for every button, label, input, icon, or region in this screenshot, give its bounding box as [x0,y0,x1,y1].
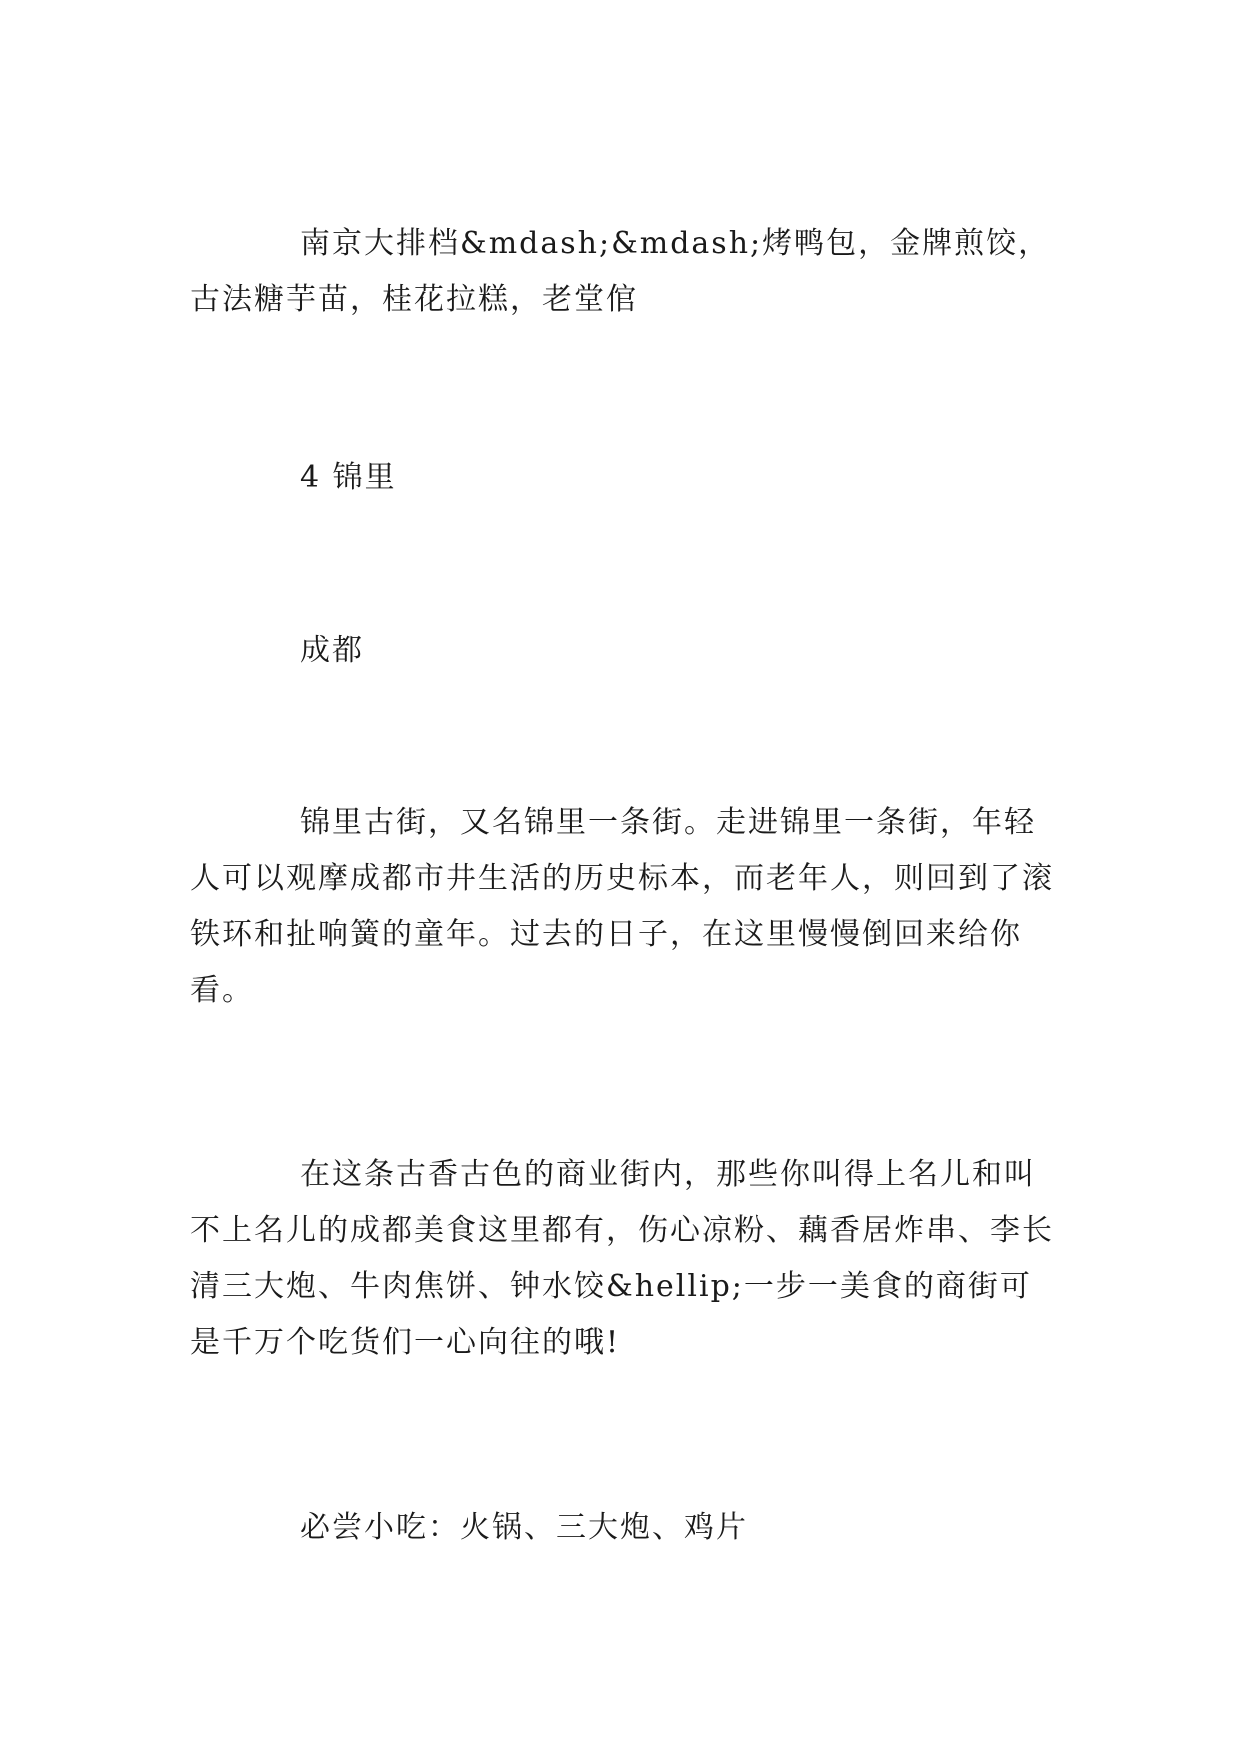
paragraph-must-try-snacks: 必尝小吃：火锅、三大炮、鸡片 [300,1510,748,1545]
paragraph-city-chengdu: 成都 [300,633,364,668]
paragraph-jinli-food: 在这条古香古色的商业街内，那些你叫得上名儿和叫不上名儿的成都美食这里都有，伤心凉粉、藕香居炸串、李长清三大炮、牛肉焦饼、钟水饺&hellip;一步一美食的商街可是千万个吃货们一心向往的哦! [190,1157,1054,1360]
paragraph-jinli-intro: 锦里古街，又名锦里一条街。走进锦里一条街，年轻人可以观摩成都市井生活的历史标本，而老年人，则回到了滚铁环和扯响簧的童年。过去的日子，在这里慢慢倒回来给你看。 [190,805,1054,1008]
paragraph-nanjing-food: 南京大排档&mdash;&mdash;烤鸭包，金牌煎饺，古法糖芋苗，桂花拉糕，老堂倌 [190,226,1051,317]
section-heading-jinli: 4 锦里 [300,460,397,495]
